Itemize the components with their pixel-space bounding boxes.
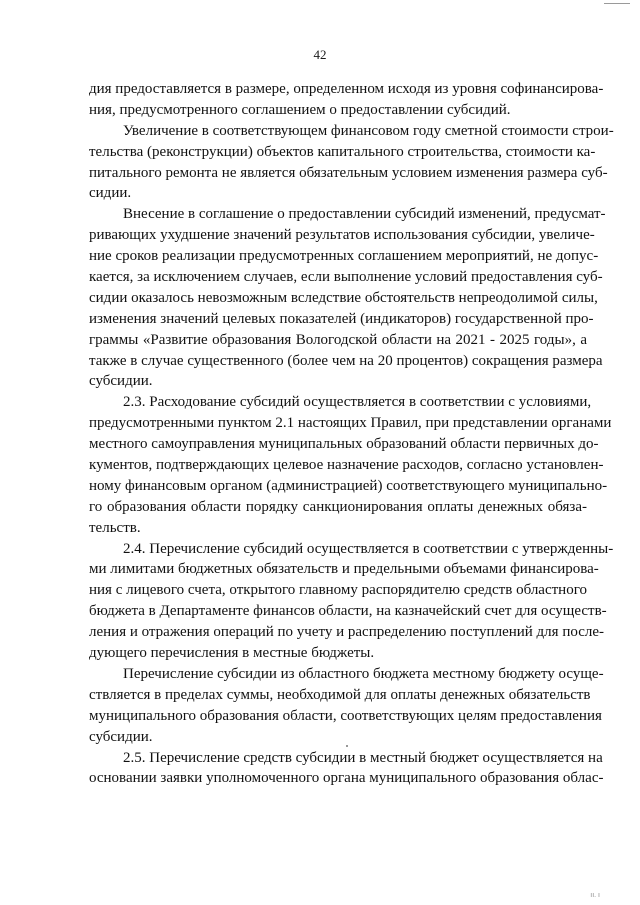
text-line: Увеличение в соответствующем финансовом году сметной стоимости строи- — [123, 122, 614, 139]
text-line: кается, за исключением случаев, если выполнение условий предоставления суб- — [89, 269, 603, 286]
text-line: Внесение в соглашение о предоставлении субсидий изменений, предусмат- — [123, 206, 606, 223]
text-line: тельств. — [89, 519, 141, 536]
text-line: 2.5. Перечисление средств субсидии в местный бюджет осуществляется на — [123, 749, 603, 766]
text-line: сидии. — [89, 185, 132, 202]
text-line: изменения значений целевых показателей (индикаторов) государственной про- — [89, 310, 594, 327]
text-line: муниципального образования области, соответствующих целям предоставления — [89, 707, 602, 724]
text-line: субсидии. — [89, 373, 153, 390]
text-line: кументов, подтверждающих целевое назначение расходов, согласно установлен- — [89, 457, 604, 474]
text-line: бюджета в Департаменте финансов области, на казначейский счет для осуществ- — [89, 603, 607, 620]
footer-mark: ıı. ı — [590, 892, 600, 899]
body-text — [89, 79, 614, 789]
text-line: основании заявки уполномоченного органа муниципального образования облас- — [89, 770, 604, 787]
scan-edge-mark — [604, 0, 630, 4]
text-line: 2.3. Расходование субсидий осуществляется в соответствии с условиями, — [123, 394, 592, 411]
text-line: ления и отражения операций по учету и распределению поступлений для после- — [89, 624, 605, 641]
text-line: также в случае существенного (более чем на 20 процентов) сокращения размера — [89, 352, 603, 369]
text-line: тельства (реконструкции) объектов капитального строительства, стоимости ка- — [89, 143, 596, 160]
text-line: ствляется в пределах суммы, необходимой для оплаты денежных обязательств — [89, 686, 591, 703]
text-line: предусмотренными пунктом 2.1 настоящих Правил, при представлении органами — [89, 415, 612, 432]
text-line: го образования области порядку санкционирования оплаты денежных обяза- — [89, 498, 587, 515]
text-line: Перечисление субсидии из областного бюджета местному бюджету осуще- — [123, 665, 604, 682]
text-line: сидии оказалось невозможным вследствие обстоятельств непреодолимой силы, — [89, 289, 598, 306]
text-line: питального ремонта не является обязательным условием изменения размера суб- — [89, 164, 608, 181]
text-line: ния с лицевого счета, открытого главному распорядителю средств областного — [89, 582, 587, 599]
text-line: 2.4. Перечисление субсидий осуществляется в соответствии с утвержденны- — [123, 540, 614, 557]
text-line: местного самоуправления муниципальных образований области первичных до- — [89, 436, 599, 453]
text-line: ми лимитами бюджетных обязательств и предельными объемами финансирова- — [89, 561, 599, 578]
text-line: ному финансовым органом (администрацией) соответствующего муниципально- — [89, 477, 608, 494]
text-line: ние сроков реализации предусмотренных соглашением мероприятий, не допус- — [89, 248, 599, 265]
text-line: дующего перечисления в местные бюджеты. — [89, 645, 375, 662]
text-line: ривающих ухудшение значений результатов использования субсидии, увеличе- — [89, 227, 595, 244]
text-line: дия предоставляется в размере, определенном исходя из уровня софинансирова- — [89, 81, 604, 97]
text-line: граммы «Развитие образования Вологодской области на 2021 - 2025 годы», а — [89, 331, 587, 348]
text-line: субсидии. — [89, 728, 153, 745]
scan-speck — [346, 745, 348, 747]
text-line: ния, предусмотренного соглашением о предоставлении субсидий. — [89, 101, 511, 118]
page-number: 42 — [313, 47, 327, 62]
